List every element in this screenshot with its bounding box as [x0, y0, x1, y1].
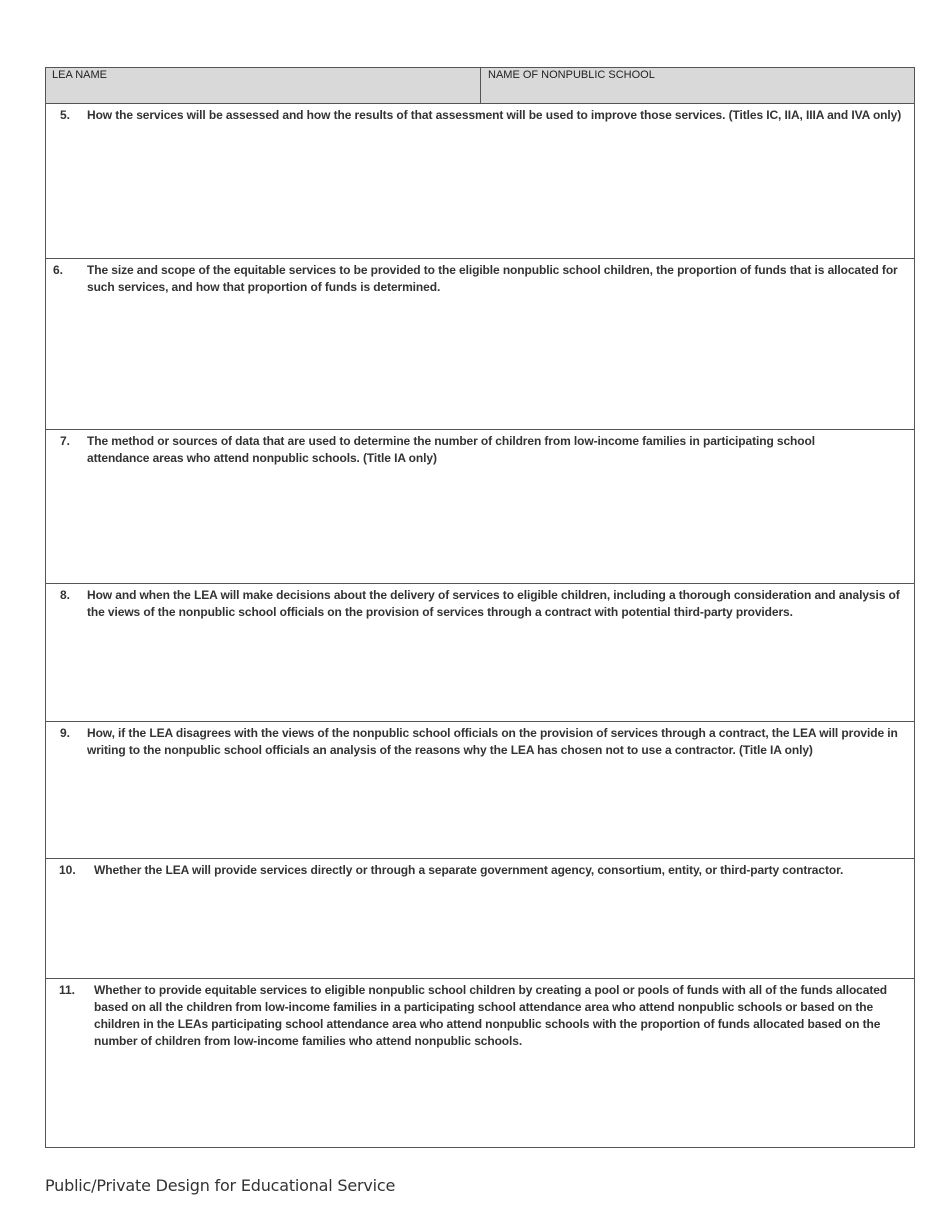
question-9-section[interactable]: [46, 722, 914, 859]
question-7-section[interactable]: [46, 430, 914, 584]
question-10-section[interactable]: [46, 859, 914, 979]
form-table: [45, 67, 915, 1148]
question-7-number: 7.: [60, 434, 71, 448]
question-5-number: 5.: [60, 108, 71, 122]
question-8-text: How and when the LEA will make decisions about the delivery of services to eligible children, including a thorough consideration and analysis of the views of the nonpublic school officials on the provision of services through a contract with potential third-party providers.: [87, 588, 900, 619]
question-10-number: 10.: [59, 863, 76, 877]
question-5-section[interactable]: [46, 104, 914, 259]
nonpublic-school-name-field[interactable]: [481, 68, 914, 103]
lea-name-field[interactable]: [46, 68, 481, 103]
question-11-section[interactable]: [46, 979, 914, 1148]
footer-title: Public/Private Design for Educational Service: [45, 1176, 396, 1195]
question-9-text: How, if the LEA disagrees with the views of the nonpublic school officials on the provision of services through a contract, the LEA will provide in writing to the nonpublic school officials an analysis of the reasons why the LEA has chosen not to use a contractor. (Title IA only): [87, 726, 898, 757]
lea-name-label: LEA NAME: [52, 69, 108, 81]
question-8-number: 8.: [60, 588, 71, 602]
nonpublic-school-label: NAME OF NONPUBLIC SCHOOL: [488, 69, 655, 81]
question-5-text: How the services will be assessed and how the results of that assessment will be used to improve those services. (Titles IC, IIA, IIIA and IVA only): [87, 108, 902, 122]
question-6-section[interactable]: [46, 259, 914, 430]
question-6-number: 6.: [53, 263, 64, 277]
question-11-number: 11.: [59, 983, 76, 997]
question-6-text: The size and scope of the equitable services to be provided to the eligible nonpublic school children, the proportion of funds that is allocated for such services, and how that proportion of funds is determined.: [87, 263, 898, 294]
question-9-number: 9.: [60, 726, 71, 740]
form-header-row: [46, 68, 914, 104]
question-7-text: The method or sources of data that are used to determine the number of children from low-income families in participating school attendance areas who attend nonpublic schools. (Title IA only): [87, 434, 815, 465]
question-8-section[interactable]: [46, 584, 914, 722]
question-10-text: Whether the LEA will provide services directly or through a separate government agency, consortium, entity, or third-party contractor.: [94, 863, 844, 877]
question-11-text: Whether to provide equitable services to eligible nonpublic school children by creating a pool or pools of funds with all of the funds allocated based on all the children from low-income families in a participating school attendance area who attend nonpublic schools or based on the children in the LEAs participating school attendance area who attend nonpublic schools with the proportion of funds allocated based on the number of children from low-income families who attend nonpublic schools.: [94, 983, 888, 1048]
